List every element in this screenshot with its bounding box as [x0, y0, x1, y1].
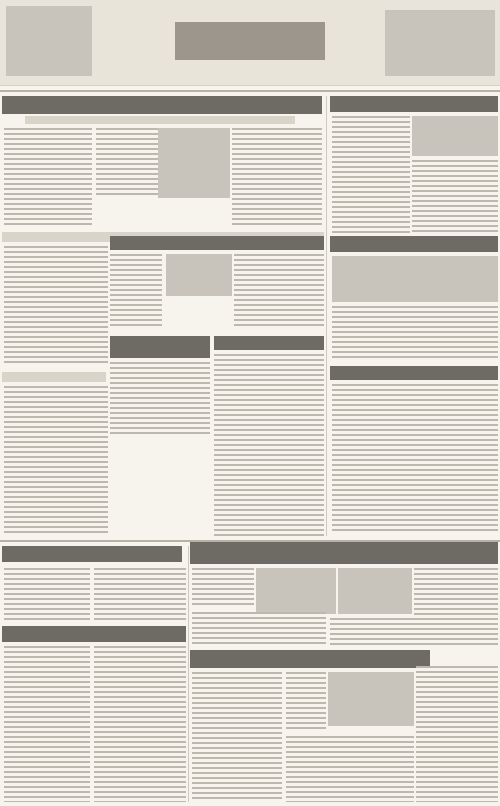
right-top-photo	[412, 116, 498, 156]
lead-photo	[158, 128, 230, 198]
bottom-right-photo1	[256, 568, 336, 614]
lead-text-col3	[232, 128, 322, 228]
right-lower-headline	[330, 366, 498, 380]
bottom-right-photo2	[338, 568, 412, 614]
lead-headline	[2, 96, 322, 114]
bottom-right-text5	[192, 672, 282, 802]
lead-text-col2	[96, 128, 158, 198]
right-mid-photo	[332, 256, 498, 302]
bottom-right-text6	[286, 672, 326, 732]
bottom-right-headline2	[190, 650, 430, 668]
bottom-left-headline2	[2, 626, 186, 642]
right-top-text2	[412, 160, 498, 234]
bottom-right-text7	[416, 666, 498, 802]
left-lower-text	[4, 386, 108, 536]
bottom-right-text3	[192, 612, 326, 646]
masthead-right-image	[385, 10, 495, 76]
mid-lower-headline-b	[214, 336, 324, 350]
column-rule-1	[326, 96, 327, 536]
lead-text-col1	[4, 128, 92, 228]
mid-lower-text-b	[214, 354, 324, 536]
bottom-left-text2	[94, 568, 186, 622]
lead-subhead	[25, 116, 295, 124]
right-mid-text	[332, 306, 498, 358]
mid-center-text2	[234, 254, 324, 326]
masthead-left-image	[6, 6, 92, 76]
bottom-left-headline	[2, 546, 182, 562]
mid-left-text	[4, 246, 108, 366]
masthead-bottom-rule	[0, 90, 500, 92]
right-mid-headline	[330, 236, 498, 252]
bottom-right-photo3	[328, 672, 414, 726]
bottom-right-text1	[192, 568, 254, 608]
bottom-left-text4	[94, 646, 186, 802]
column-rule-2	[188, 546, 189, 802]
bottom-right-text4	[330, 618, 498, 648]
right-top-headline	[330, 96, 498, 112]
mid-center-photo	[166, 254, 232, 296]
bottom-right-text8	[286, 736, 414, 802]
mid-center-headline	[110, 236, 324, 250]
bottom-left-text1	[4, 568, 90, 622]
bottom-right-headline	[190, 542, 498, 564]
right-lower-text	[332, 384, 498, 532]
right-top-text1	[332, 116, 410, 234]
bottom-left-text3	[4, 646, 90, 802]
mid-center-text1	[110, 254, 162, 326]
bottom-right-text2	[414, 568, 498, 624]
mid-lower-headline-a	[110, 336, 210, 358]
left-lower-headline	[2, 372, 106, 382]
mid-lower-text-a	[110, 362, 210, 436]
masthead-title-block	[175, 22, 325, 60]
